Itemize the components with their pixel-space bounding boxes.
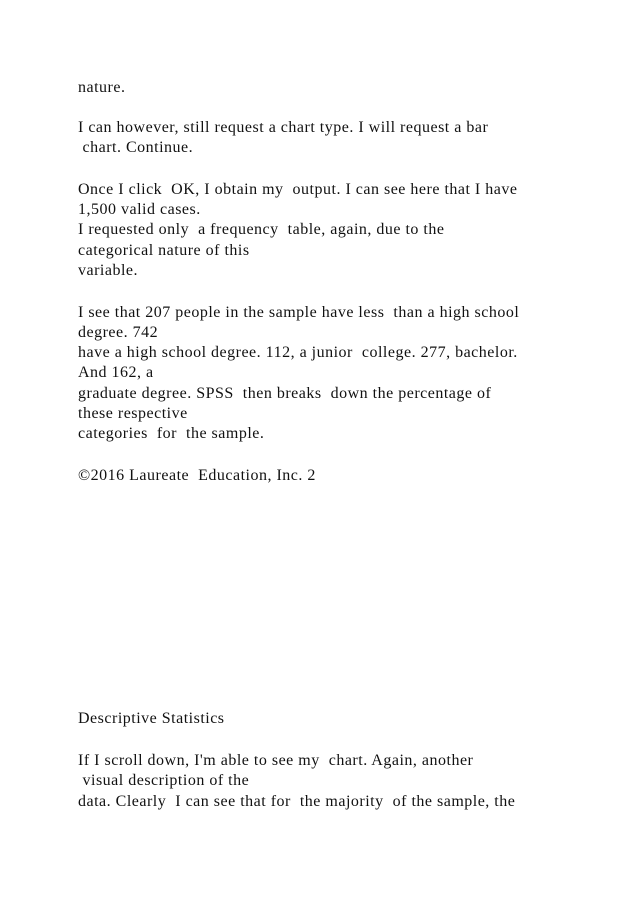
text-line: degree. 742 (78, 324, 159, 341)
text-line: Once I click OK, I obtain my output. I can see here that I have (78, 181, 518, 198)
text-line: have a high school degree. 112, a junior college. 277, bachelor. (78, 344, 518, 361)
text-line: these respective (78, 405, 188, 422)
text-line: I see that 207 people in the sample have less than a high school (78, 304, 520, 321)
text-line: categorical nature of this (78, 242, 250, 259)
page-footer: ©2016 Laureate Education, Inc. 2 (78, 467, 316, 484)
text-line: And 162, a (78, 364, 154, 381)
text-line: 1,500 valid cases. (78, 201, 201, 218)
text-line: I requested only a frequency table, again, due to the (78, 221, 445, 238)
section-heading: Descriptive Statistics (78, 710, 225, 727)
text-line: categories for the sample. (78, 425, 265, 442)
text-line: nature. (78, 79, 126, 96)
text-line: data. Clearly I can see that for the majority of the sample, the (78, 793, 516, 810)
text-line: I can however, still request a chart type. I will request a bar (78, 119, 489, 136)
text-line: graduate degree. SPSS then breaks down the percentage of (78, 385, 492, 402)
text-line: If I scroll down, I'm able to see my chart. Again, another (78, 752, 474, 769)
text-line: chart. Continue. (78, 139, 194, 156)
text-line: variable. (78, 262, 139, 279)
text-line: visual description of the (78, 772, 250, 789)
